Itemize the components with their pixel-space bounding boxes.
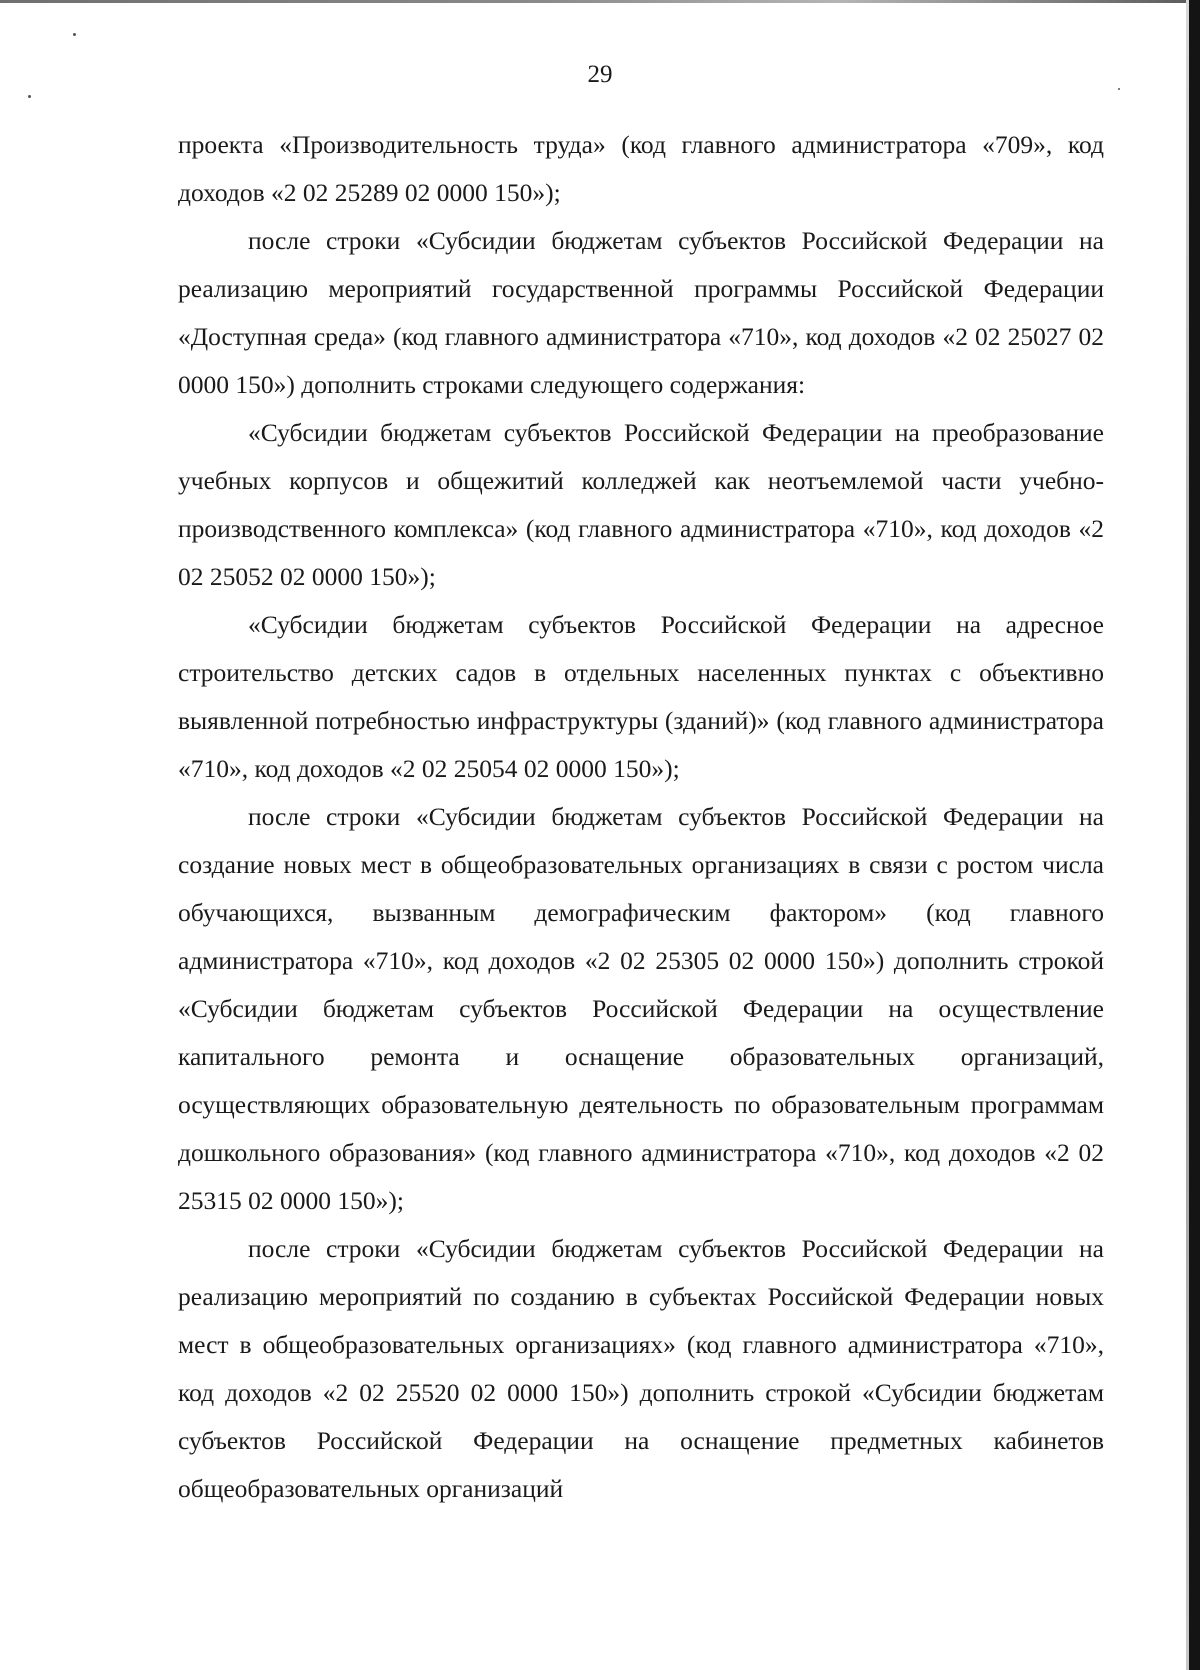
scan-speck — [28, 95, 31, 98]
paragraph: проекта «Производительность труда» (код главного администратора «709», код доходов «2 02 25289 02 0000 150»); — [178, 130, 1104, 207]
page-number: 29 — [587, 61, 613, 88]
paragraph: «Субсидии бюджетам субъектов Российской Федерации на адресное строительство детских садов в отдельных населенных пунктах с объективно выявленной потребностью инфраструктуры (зданий)» (код главного администратора «710», код доходов «2 02 25054 02 0000 150»); — [178, 610, 1104, 783]
scan-speck — [73, 33, 76, 36]
paragraph: после строки «Субсидии бюджетам субъектов Российской Федерации на создание новых мест в общеобразовательных организациях в связи с ростом числа обучающихся, вызванным демографическим фактором» (код главного администратора «710», код доходов «2 02 25305 02 0000 150») дополнить строкой «Субсидии бюджетам субъектов Российской Федерации на осуществление капитального ремонта и оснащение образовательных организаций, осуществляющих образовательную деятельность по образовательным программам дошкольного образования» (код главного администратора «710», код доходов «2 02 25315 02 0000 150»); — [178, 802, 1104, 1215]
scan-top-edge — [0, 0, 1200, 3]
paragraph: «Субсидии бюджетам субъектов Российской Федерации на преобразование учебных корпусов и общежитий колледжей как неотъемлемой части учебно-производственного комплекса» (код главного администратора «710», код доходов «2 02 25052 02 0000 150»); — [178, 418, 1104, 591]
paragraph: после строки «Субсидии бюджетам субъектов Российской Федерации на реализацию мероприятий государственной программы Российской Федерации «Доступная среда» (код главного администратора «710», код доходов «2 02 25027 02 0000 150») дополнить строками следующего содержания: — [178, 226, 1104, 399]
scan-right-edge — [1189, 0, 1200, 1670]
paragraph: после строки «Субсидии бюджетам субъектов Российской Федерации на реализацию мероприятий по созданию в субъектах Российской Федерации новых мест в общеобразовательных организациях» (код главного администратора «710», код доходов «2 02 25520 02 0000 150») дополнить строкой «Субсидии бюджетам субъектов Российской Федерации на оснащение предметных кабинетов общеобразовательных организаций — [178, 1234, 1104, 1503]
document-body — [178, 121, 1104, 1513]
